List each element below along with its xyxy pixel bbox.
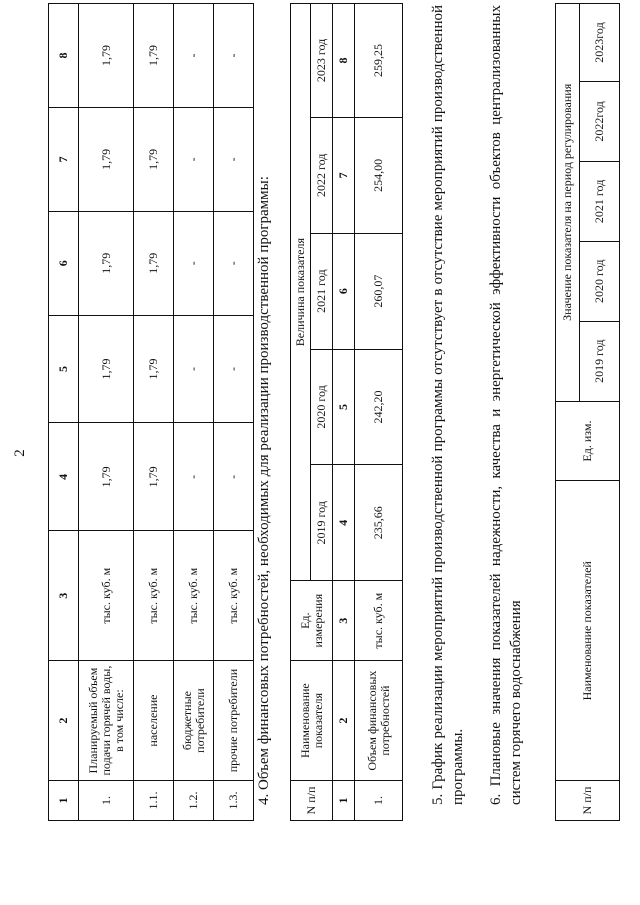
- header-cell: 2020 год: [311, 349, 333, 465]
- cell: 1,79: [79, 423, 134, 531]
- cell: -: [214, 4, 254, 108]
- cell: 1,79: [134, 4, 174, 108]
- section-6-text: 6. Плановые значения показателей надежности, качества и энергетической эффективности объектов централизованных систем горячего водоснабжения: [488, 5, 524, 805]
- cell: -: [214, 107, 254, 211]
- header-cell: 2: [49, 661, 79, 781]
- cell: 1,79: [134, 423, 174, 531]
- cell: тыс. куб. м: [355, 581, 403, 661]
- header-cell: 4: [49, 423, 79, 531]
- cell: -: [174, 423, 214, 531]
- cell: 1,79: [134, 211, 174, 315]
- header-cell: Ед. измерения: [291, 581, 333, 661]
- cell: Планируемый объем подачи горячей воды, в том числе:: [79, 661, 134, 781]
- cell: тыс. куб. м: [214, 531, 254, 661]
- cell: тыс. куб. м: [174, 531, 214, 661]
- header-cell: 2: [333, 661, 355, 781]
- finance-table: [290, 3, 403, 821]
- header-cell: N п/п: [556, 781, 620, 821]
- cell: 1,79: [79, 315, 134, 423]
- header-cell: 2022год: [580, 82, 620, 162]
- cell: 1,79: [134, 315, 174, 423]
- cell: население: [134, 661, 174, 781]
- cell: 1.: [79, 781, 134, 821]
- header-cell: 1: [333, 781, 355, 821]
- header-cell: Наименование показателей: [556, 481, 620, 781]
- header-cell: Значение показателя на период регулирования: [556, 4, 580, 402]
- header-cell: 2019 год: [580, 321, 620, 401]
- cell: 259,25: [355, 4, 403, 118]
- table-row: [174, 4, 214, 821]
- table-row: [214, 4, 254, 821]
- table-row: [134, 4, 174, 821]
- table-row: [79, 4, 134, 821]
- header-cell: 2023 год: [311, 4, 333, 118]
- cell: -: [174, 315, 214, 423]
- table-row: [355, 4, 403, 821]
- header-cell: 2021 год: [311, 233, 333, 349]
- cell: -: [214, 423, 254, 531]
- header-cell: 3: [49, 531, 79, 661]
- cell: тыс. куб. м: [79, 531, 134, 661]
- indicators-table: [555, 3, 620, 821]
- header-cell: 5: [333, 349, 355, 465]
- cell: -: [174, 107, 214, 211]
- cell: 1,79: [79, 211, 134, 315]
- header-cell: 4: [333, 465, 355, 581]
- header-cell: Ед. изм.: [556, 401, 620, 481]
- header-cell: 6: [333, 233, 355, 349]
- cell: 254,00: [355, 117, 403, 233]
- cell: 242,20: [355, 349, 403, 465]
- cell: 235,66: [355, 465, 403, 581]
- cell: 1,79: [79, 107, 134, 211]
- header-cell: Величина показателя: [291, 4, 311, 581]
- header-cell: 7: [49, 107, 79, 211]
- header-cell: 2023год: [580, 4, 620, 82]
- cell: 1.2.: [174, 781, 214, 821]
- header-cell: N п/п: [291, 781, 333, 821]
- cell: 260,07: [355, 233, 403, 349]
- header-cell: 2022 год: [311, 117, 333, 233]
- section-4-heading: 4. Объем финансовых потребностей, необходимых для реализации производственной программы:: [256, 176, 272, 805]
- header-cell: 2020 год: [580, 241, 620, 321]
- volume-table: [48, 3, 254, 821]
- page-number: 2: [12, 449, 28, 457]
- header-cell: 6: [49, 211, 79, 315]
- cell: 1.1.: [134, 781, 174, 821]
- cell: -: [214, 211, 254, 315]
- header-cell: 1: [49, 781, 79, 821]
- cell: 1.3.: [214, 781, 254, 821]
- header-cell: Наименование показателя: [291, 661, 333, 781]
- cell: 1.: [355, 781, 403, 821]
- cell: прочие потребители: [214, 661, 254, 781]
- cell: бюджетные потребители: [174, 661, 214, 781]
- cell: -: [214, 315, 254, 423]
- cell: Объем финансовых потребностей: [355, 661, 403, 781]
- header-cell: 2021 год: [580, 161, 620, 241]
- header-cell: 5: [49, 315, 79, 423]
- cell: -: [174, 4, 214, 108]
- cell: 1,79: [134, 107, 174, 211]
- cell: -: [174, 211, 214, 315]
- header-cell: 2019 год: [311, 465, 333, 581]
- cell: тыс. куб. м: [134, 531, 174, 661]
- header-cell: 3: [333, 581, 355, 661]
- section-5-text: 5. График реализации мероприятий производственной программы отсутствует в отсутствие мероприятий производственной программы.: [430, 5, 466, 805]
- header-cell: 8: [49, 4, 79, 108]
- header-cell: 7: [333, 117, 355, 233]
- cell: 1,79: [79, 4, 134, 108]
- header-cell: 8: [333, 4, 355, 118]
